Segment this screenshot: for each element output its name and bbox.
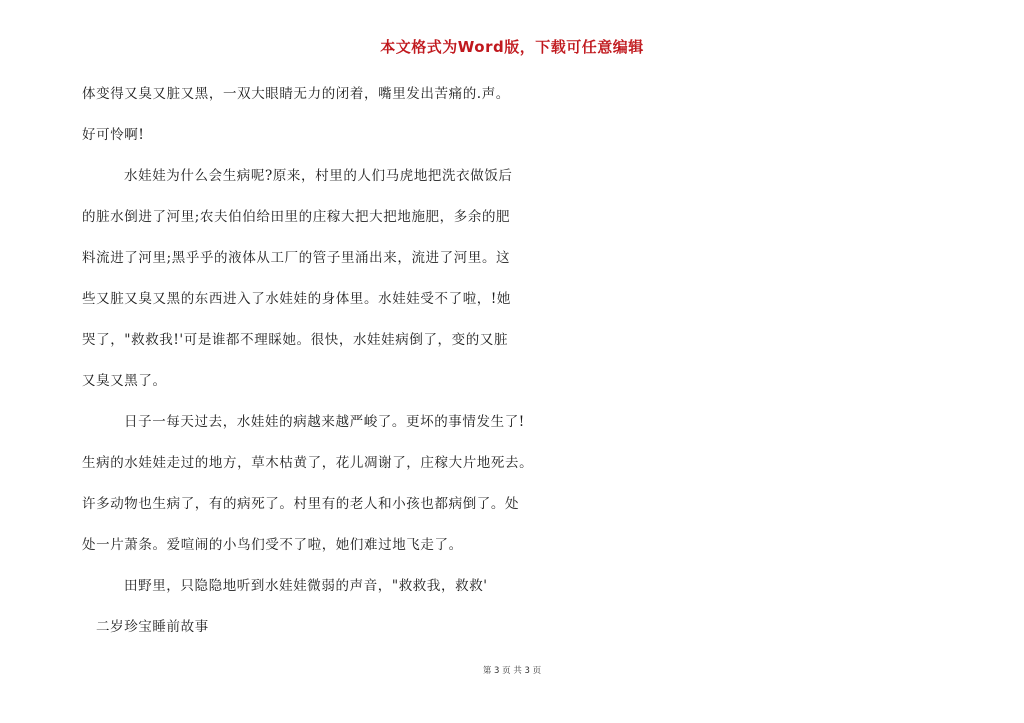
paragraph-line: 哭了，"救救我!'可是谁都不理睬她。很快，水娃娃病倒了，变的又脏 (82, 332, 509, 348)
paragraph-line: 许多动物也生病了，有的病死了。村里有的老人和小孩也都病倒了。处 (82, 496, 520, 512)
paragraph-line: 体变得又臭又脏又黑，一双大眼睛无力的闭着，嘴里发出苦痛的.声。 (82, 86, 510, 102)
paragraph-line: 生病的水娃娃走过的地方，草木枯黄了，花儿凋谢了，庄稼大片地死去。 (82, 455, 534, 471)
paragraph-line: 日子一每天过去，水娃娃的病越来越严峻了。更坏的事情发生了! (124, 414, 525, 430)
paragraph-line: 些又脏又臭又黑的东西进入了水娃娃的身体里。水娃娃受不了啦，!她 (82, 291, 512, 307)
section-title: 二岁珍宝睡前故事 (96, 619, 209, 635)
paragraph-line: 又臭又黑了。 (82, 373, 167, 389)
paragraph-line: 料流进了河里;黑乎乎的液体从工厂的管子里涌出来，流进了河里。这 (82, 250, 511, 266)
paragraph-line: 处一片萧条。爱喧闹的小鸟们受不了啦，她们难过地飞走了。 (82, 537, 463, 553)
page-number: 第 3 页 共 3 页 (482, 666, 542, 676)
paragraph-line: 的脏水倒进了河里;农夫伯伯给田里的庄稼大把大把地施肥，多余的肥 (82, 209, 511, 225)
paragraph-line: 田野里，只隐隐地听到水娃娃微弱的声音，"救救我，救救' (124, 578, 488, 594)
paragraph-line: 好可怜啊! (82, 127, 145, 143)
paragraph-line: 水娃娃为什么会生病呢?原来，村里的人们马虎地把洗衣做饭后 (124, 168, 513, 184)
document-header-notice: 本文格式为Word版，下载可任意编辑 (380, 38, 644, 56)
document-body (82, 82, 534, 656)
